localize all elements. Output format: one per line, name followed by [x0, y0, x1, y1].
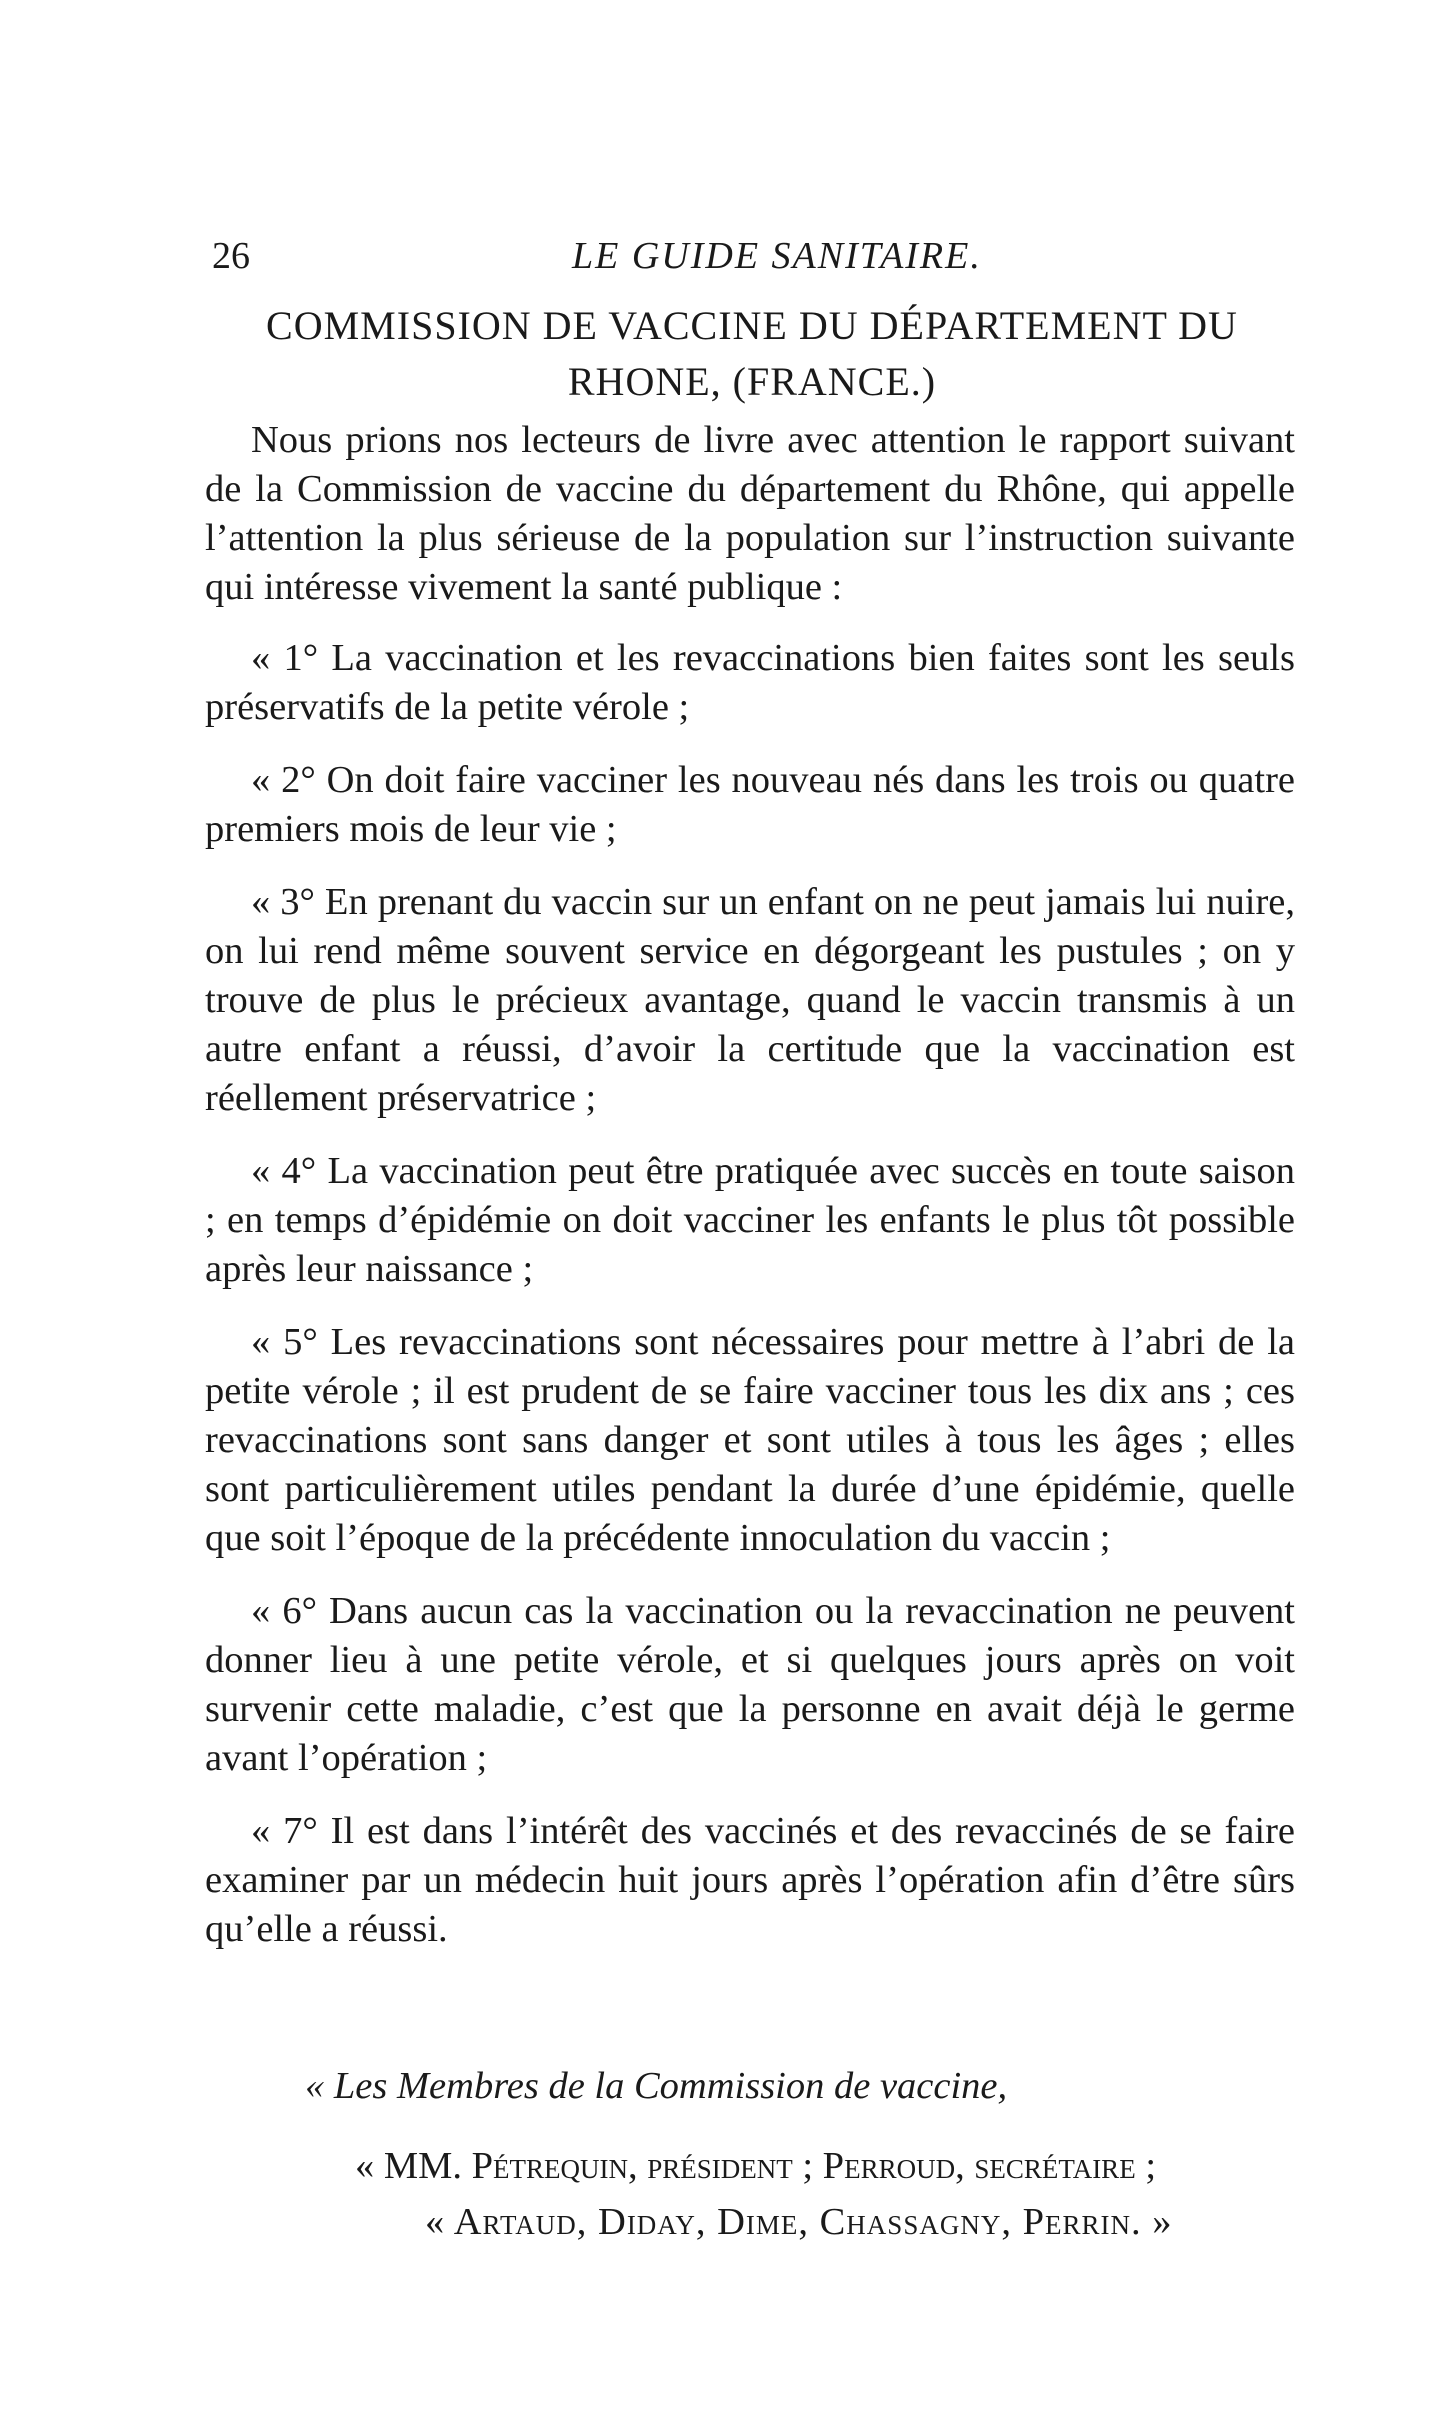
body-text — [205, 416, 1295, 1978]
signature-line-2: « Artaud, Diday, Dime, Chassagny, Perrin. » — [425, 2201, 1173, 2243]
section-title-line-1: COMMISSION DE VACCINE DU DÉPARTEMENT DU — [266, 303, 1238, 348]
signature-line-1: « MM. Pétrequin, président ; Perroud, secrétaire ; — [355, 2145, 1157, 2187]
instruction-item-3: « 3° En prenant du vaccin sur un enfant on ne peut jamais lui nuire, on lui rend même souvent service en dégorgeant les pustules ; on y trouve de plus le précieux avantage, quand le vaccin transmis à un autre enfant a réussi, d’avoir la certitude que la vaccination est réellement préservatrice ; — [205, 881, 1295, 1119]
intro-paragraph: Nous prions nos lecteurs de livre avec attention le rapport suivant de la Commission de vaccine du département du Rhône, qui appelle l’attention la plus sérieuse de la population sur l’instruction suivante qui intéresse vivement la santé publique : — [205, 419, 1295, 608]
signature-heading: « Les Membres de la Commission de vaccine, — [305, 2065, 1008, 2107]
instruction-item-1: « 1° La vaccination et les revaccinations bien faites sont les seuls préservatifs de la petite vérole ; — [205, 637, 1295, 728]
signature-block — [205, 2058, 1295, 2250]
instruction-item-4: « 4° La vaccination peut être pratiquée avec succès en toute saison ; en temps d’épidémie on doit vacciner les enfants le plus tôt possible après leur naissance ; — [205, 1150, 1295, 1290]
instruction-item-6: « 6° Dans aucun cas la vaccination ou la revaccination ne peuvent donner lieu à une petite vérole, et si quelques jours après on voit survenir cette maladie, c’est que la personne en avait déjà le germe avant l’opération ; — [205, 1590, 1295, 1779]
instruction-item-5: « 5° Les revaccinations sont nécessaires pour mettre à l’abri de la petite vérole ; il est prudent de se faire vacciner tous les dix ans ; ces revaccinations sont sans danger et sont utiles à tous les âges ; elles sont particulièrement utiles pendant la durée d’une épidémie, quelle que soit l’époque de la précédente innoculation du vaccin ; — [205, 1321, 1295, 1559]
running-head — [212, 226, 1292, 286]
page-number: 26 — [212, 235, 250, 277]
instruction-item-2: « 2° On doit faire vacciner les nouveau nés dans les trois ou quatre premiers mois de leur vie ; — [205, 759, 1295, 850]
section-title-line-2: RHONE, (FRANCE.) — [567, 359, 937, 404]
section-title — [212, 298, 1292, 410]
instruction-item-7: « 7° Il est dans l’intérêt des vaccinés et des revaccinés de se faire examiner par un médecin huit jours après l’opération afin d’être sûrs qu’elle a réussi. — [205, 1810, 1295, 1950]
running-title: LE GUIDE SANITAIRE. — [572, 235, 982, 277]
